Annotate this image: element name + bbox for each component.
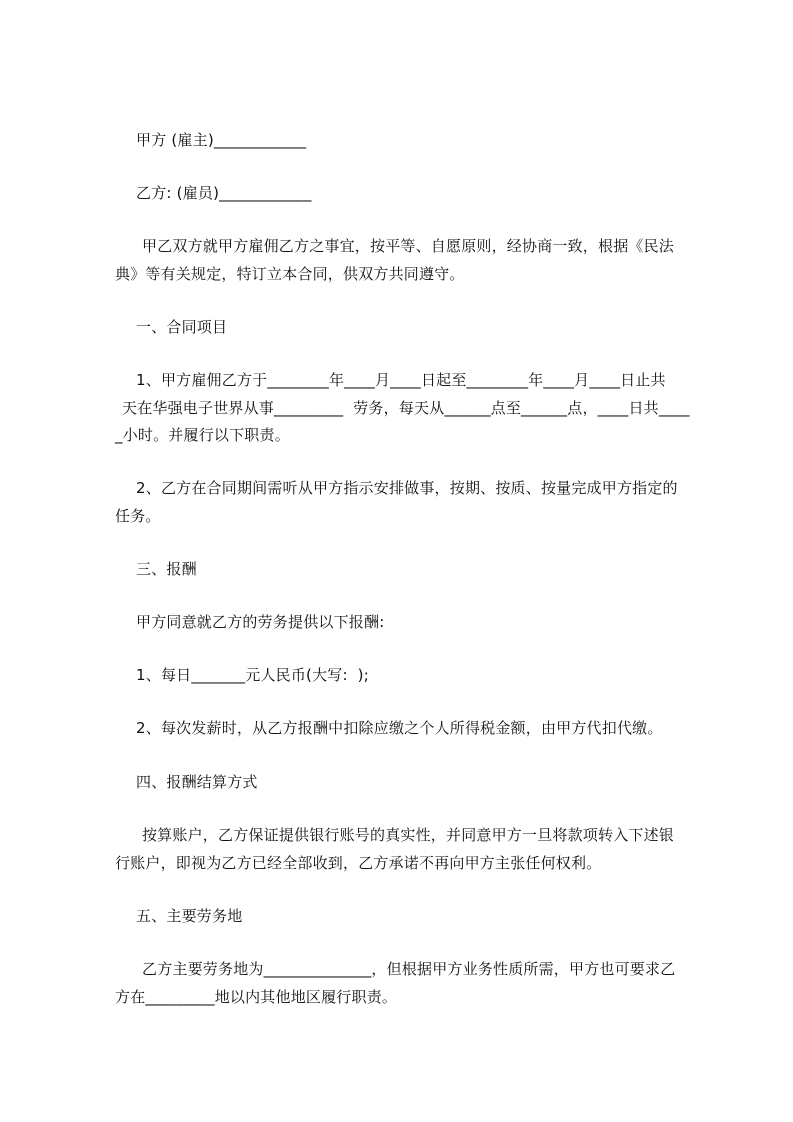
workplace-line-1: 乙方主要劳务地为______________，但根据甲方业务性质所需，甲方也可要求乙 bbox=[142, 960, 676, 978]
item-1-line-3: _小时。并履行以下职责。 bbox=[115, 426, 290, 444]
settlement-line-2: 行账户，即视为乙方已经全部收到，乙方承诺不再向甲方主张任何权利。 bbox=[115, 854, 602, 872]
party-a-line: 甲方 (雇主)____________ bbox=[136, 131, 307, 149]
section-5-heading: 五、主要劳务地 bbox=[136, 907, 243, 925]
section-3-heading: 三、报酬 bbox=[136, 560, 197, 578]
item-2-line-1: 2、乙方在合同期间需听从甲方指示安排做事，按期、按质、按量完成甲方指定的 bbox=[136, 479, 678, 497]
remuneration-intro: 甲方同意就乙方的劳务提供以下报酬: bbox=[136, 613, 385, 631]
party-b-line: 乙方: (雇员)____________ bbox=[136, 184, 312, 202]
item-1-line-1: 1、甲方雇佣乙方于________年____月____日起至________年____月____日止共 bbox=[136, 371, 666, 389]
item-2-line-2: 任务。 bbox=[115, 507, 161, 525]
remuneration-item-1: 1、每日_______元人民币(大写: ); bbox=[136, 666, 369, 684]
workplace-line-2: 方在_________地以内其他地区履行职责。 bbox=[115, 988, 398, 1006]
intro-line-1: 甲乙双方就甲方雇佣乙方之事宜，按平等、自愿原则，经协商一致，根据《民法 bbox=[142, 237, 675, 255]
remuneration-item-2: 2、每次发薪时，从乙方报酬中扣除应缴之个人所得税金额，由甲方代扣代缴。 bbox=[136, 719, 663, 737]
settlement-line-1: 按算账户，乙方保证提供银行账号的真实性，并同意甲方一旦将款项转入下述银 bbox=[142, 826, 675, 844]
section-1-heading: 一、合同项目 bbox=[136, 318, 228, 336]
item-1-line-2: 天在华强电子世界从事_________ 劳务，每天从______点至______点，____日共____ bbox=[122, 399, 690, 417]
intro-line-2: 典》等有关规定，特订立本合同，供双方共同遵守。 bbox=[115, 265, 465, 283]
section-4-heading: 四、报酬结算方式 bbox=[136, 773, 258, 791]
